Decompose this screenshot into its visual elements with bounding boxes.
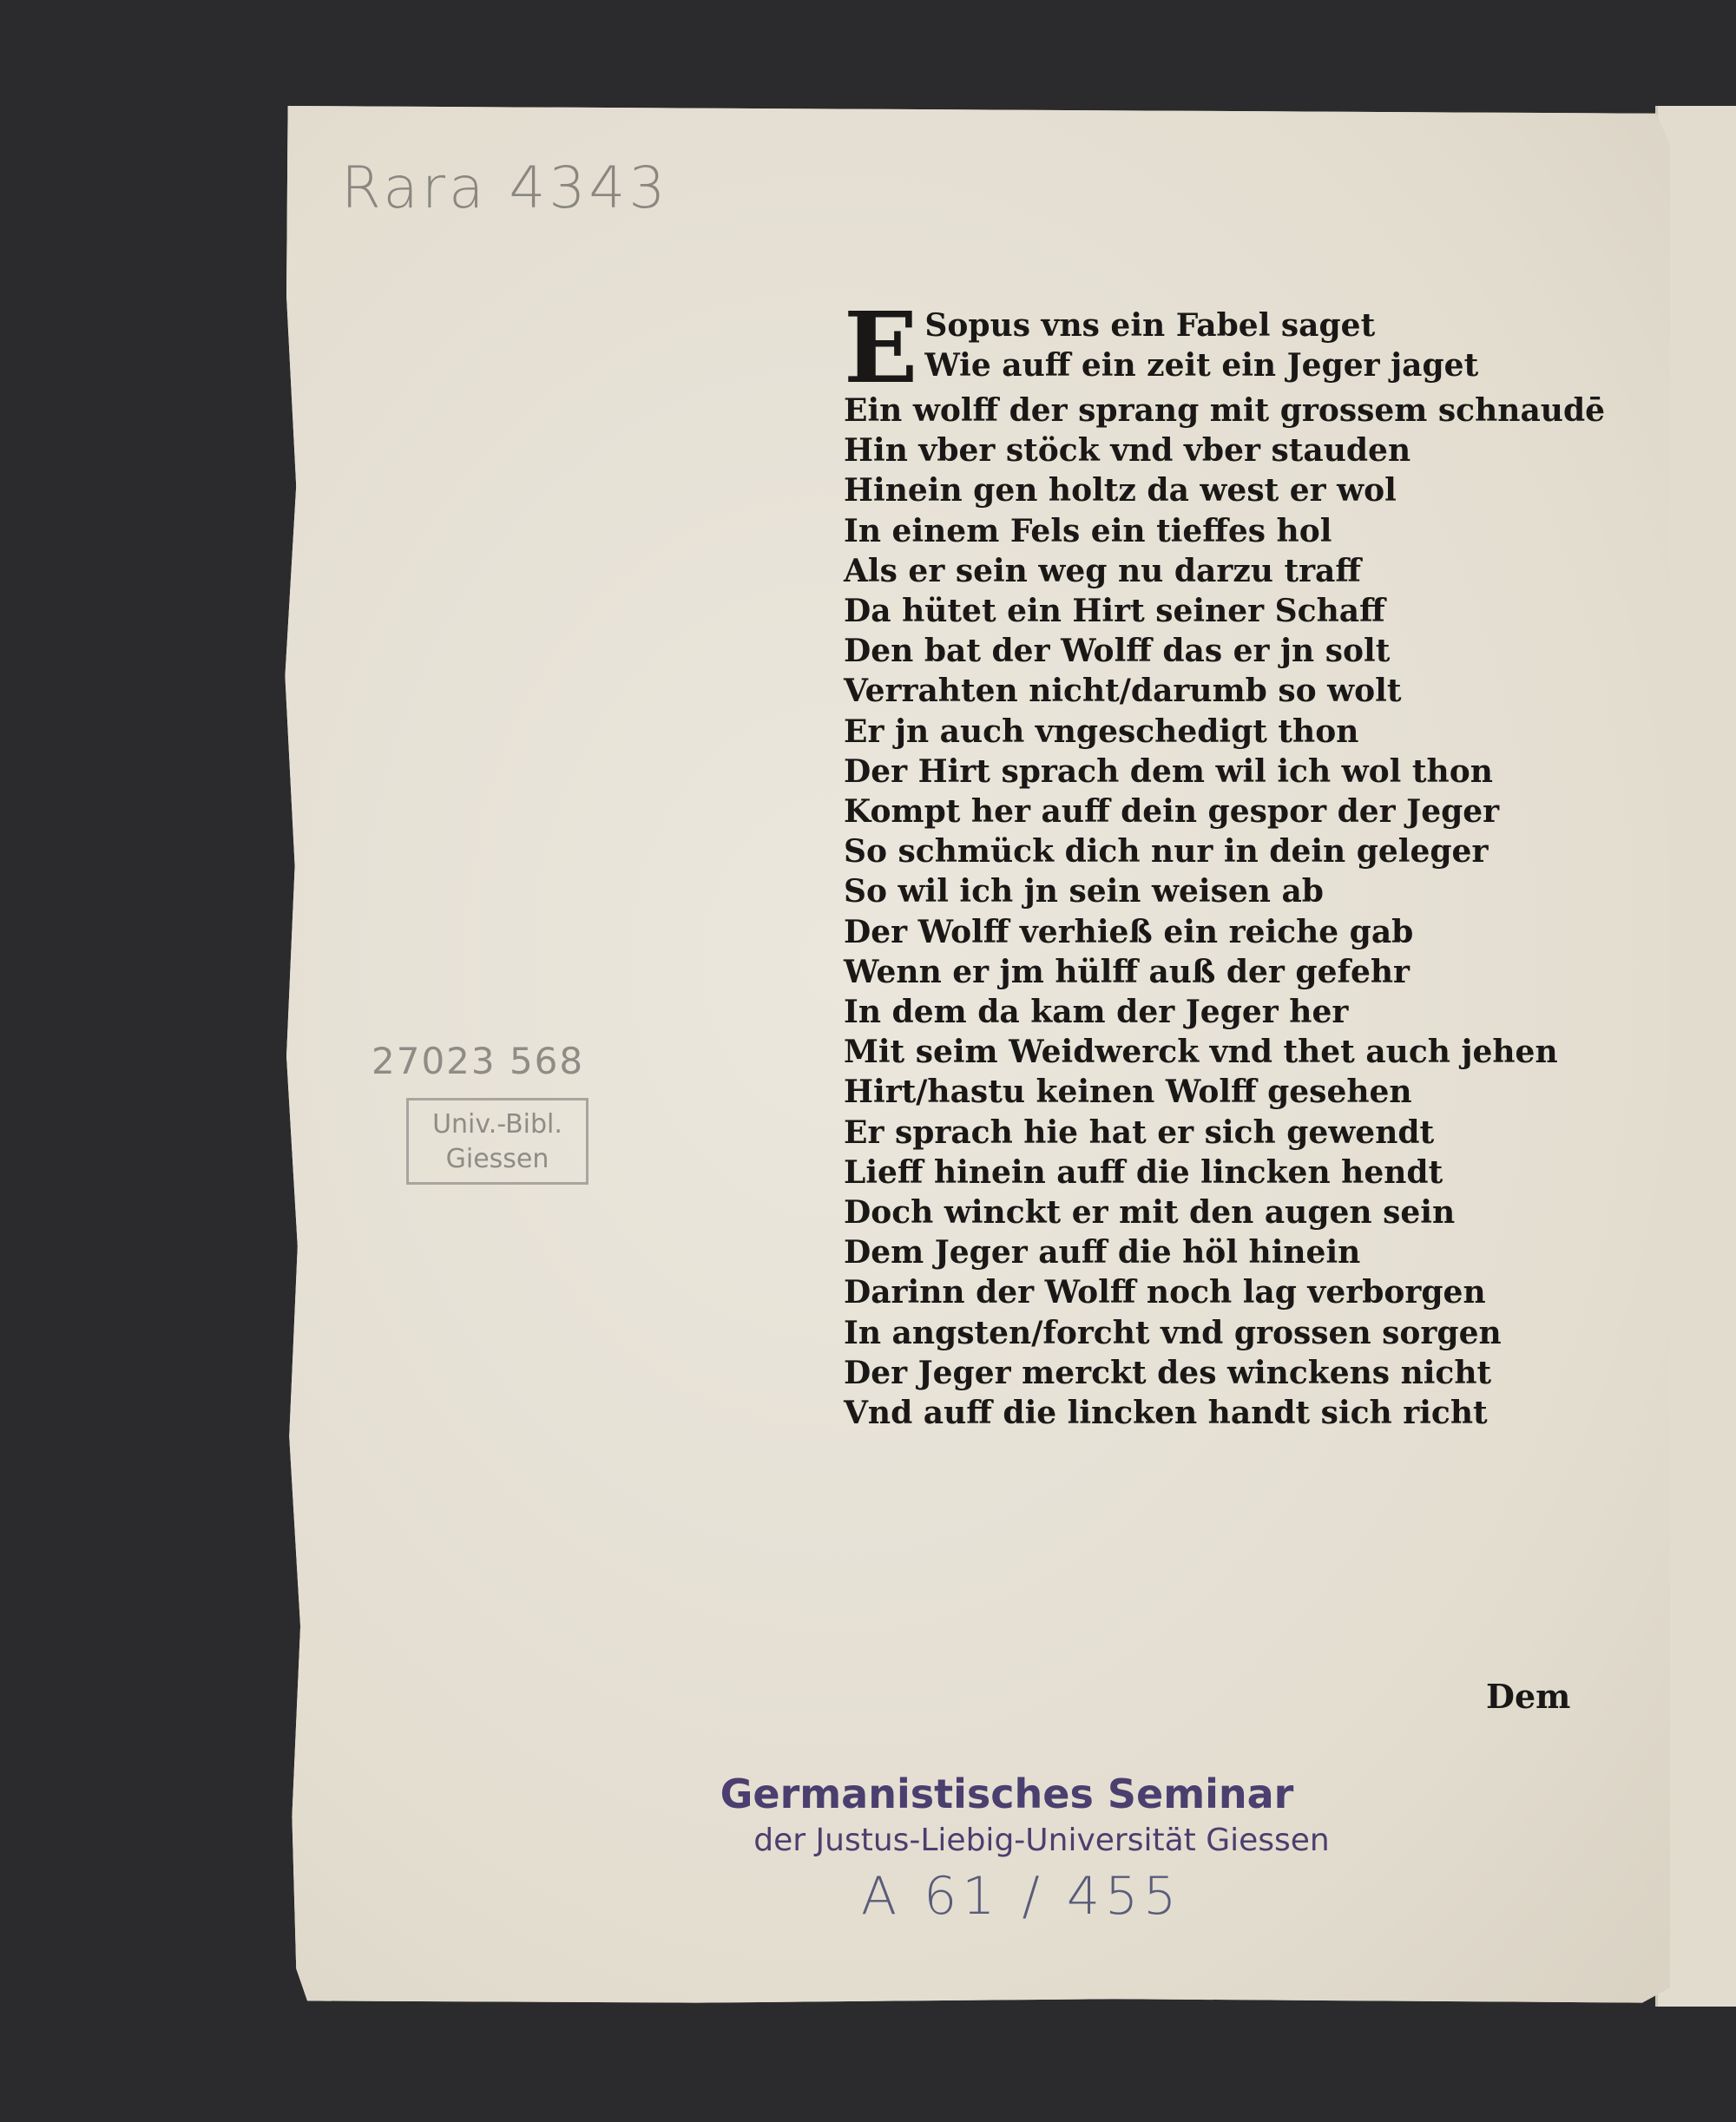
poem-text (844, 292, 1608, 1433)
poem-line: Der Jeger merckt des winckens nicht (844, 1354, 1492, 1391)
poem-line: Verrahten nicht/darumb so wolt (844, 673, 1402, 710)
poem-line: Sopus vns ein Fabel saget (924, 307, 1376, 344)
poem-line: In einem Fels ein tieffes hol (844, 512, 1332, 549)
poem-line: Als er sein weg nu darzu traff (844, 552, 1361, 589)
poem-line: Den bat der Wolff das er jn solt (844, 633, 1391, 670)
shelfmark-annotation: Rara 4343 (341, 154, 669, 221)
library-stamp-line1: Univ.-Bibl. (432, 1109, 562, 1140)
catchword: Dem (1486, 1677, 1571, 1716)
poem-line: Er sprach hie hat er sich gewendt (844, 1114, 1435, 1151)
seminar-stamp-line2: der Justus-Liebig-Universität Giessen (753, 1823, 1330, 1858)
call-number-annotation: A 61 / 455 (861, 1866, 1182, 1927)
library-stamp (406, 1098, 589, 1185)
seminar-stamp-line1: Germanistisches Seminar (720, 1771, 1294, 1817)
poem-line: Hin vber stöck vnd vber stauden (844, 432, 1411, 470)
poem-line: Wie auff ein zeit ein Jeger jaget (924, 347, 1479, 384)
poem-line: Er jn auch vngeschedigt thon (844, 713, 1359, 750)
poem-line: Mit seim Weidwerck vnd thet auch jehen (844, 1034, 1558, 1071)
poem-line: Hirt/hastu keinen Wolff gesehen (844, 1074, 1412, 1111)
library-stamp-line2: Giessen (445, 1144, 549, 1174)
poem-line: Vnd auff die lincken handt sich richt (844, 1395, 1488, 1432)
poem-line: In dem da kam der Jeger her (844, 994, 1349, 1031)
poem-line: Dem Jeger auff die höl hinein (844, 1234, 1361, 1271)
poem-line: In angsten/forcht vnd grossen sorgen (844, 1314, 1502, 1351)
poem-line: So schmück dich nur in dein geleger (844, 833, 1489, 870)
poem-line: Doch winckt er mit den augen sein (844, 1194, 1456, 1232)
seminar-stamp (720, 1771, 1354, 1858)
poem-line: Kompt her auff dein gespor der Jeger (844, 793, 1500, 831)
poem-line: Da hütet ein Hirt seiner Schaff (844, 593, 1385, 630)
poem-line: Darinn der Wolff noch lag verborgen (844, 1274, 1486, 1311)
accession-number: 27023 568 (372, 1040, 585, 1082)
poem-line: Ein wolff der sprang mit grossem schnaudē (844, 392, 1606, 429)
poem-line: Wenn er jm hülff auß der gefehr (844, 953, 1410, 990)
poem-line: So wil ich jn sein weisen ab (844, 873, 1324, 910)
poem-line: Der Hirt sprach dem wil ich wol thon (844, 752, 1493, 790)
poem-line: Hinein gen holtz da west er wol (844, 472, 1397, 509)
poem-line: Der Wolff verhieß ein reiche gab (844, 913, 1414, 950)
decorated-initial: E (844, 292, 918, 405)
poem-line: Lieff hinein auff die lincken hendt (844, 1153, 1443, 1191)
